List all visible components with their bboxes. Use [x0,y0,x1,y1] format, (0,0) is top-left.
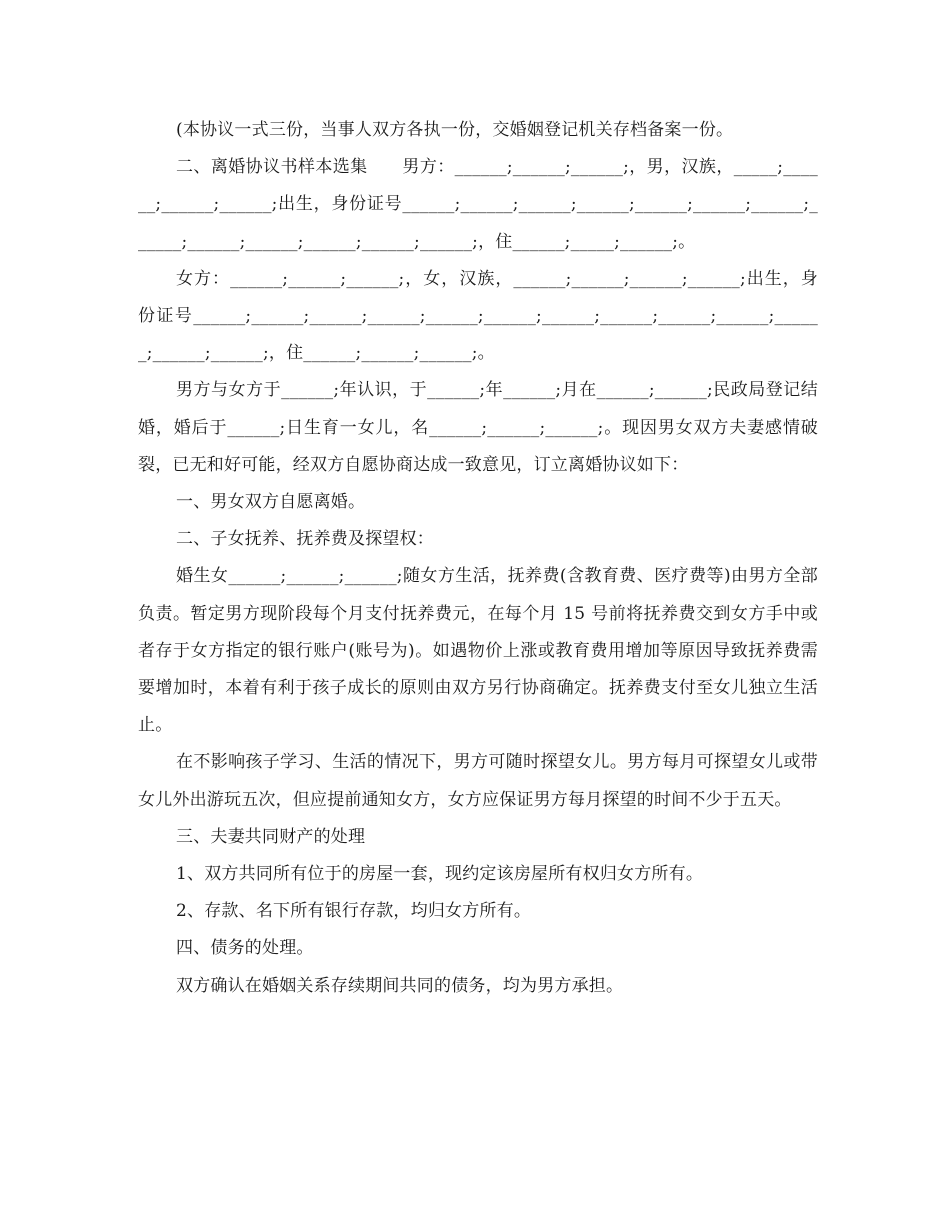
wife-info: 女方：______;______;______;，女，汉族，______;______;______;______;出生，身份证号______;______;______;______;______;______;______;______;______;______;______;______;______;，住______;______;______;。 [138,268,818,364]
husband-info: 二、离婚协议书样本选集 男方：______;______;______;，男，汉族，_____;______;______;______;出生，身份证号______;______;______;______;______;______;______;______;______;______;______;______;______;，住______;_____;______;。 [138,157,818,252]
clause-1-divorce: 一、男女双方自愿离婚。 [176,492,366,513]
document-page [138,112,818,1005]
clause-4-heading: 四、债务的处理。 [176,938,314,959]
copies-note: (本协议一式三份，当事人双方各执一份，交婚姻登记机关存档备案一份。 [176,120,734,140]
clause-2-heading: 二、子女抚养、抚养费及探望权： [176,529,434,550]
debt-terms: 双方确认在婚姻关系存续期间共同的债务，均为男方承担。 [176,975,624,996]
child-support-terms: 婚生女______;______;______;随女方生活，抚养费(含教育费、医疗费等)由男方全部负责。暂定男方现阶段每个月支付抚养费元，在每个月 15 号前将抚养费交到女方手中或者存于女方指定的银行账户(账号为)。如遇物价上涨或教育费用增加等原因导致抚养费需要增加时，本着有利于孩子成长的原则由双方另行协商确定。抚养费支付至女儿独立生活止。 [138,566,818,736]
property-deposits: 2、存款、名下所有银行存款，均归女方所有。 [176,901,532,922]
property-house: 1、双方共同所有位于的房屋一套，现约定该房屋所有权归女方所有。 [176,864,704,885]
clause-3-heading: 三、夫妻共同财产的处理 [176,826,366,847]
visitation-terms: 在不影响孩子学习、生活的情况下，男方可随时探望女儿。男方每月可探望女儿或带女儿外出游玩五次，但应提前通知女方，女方应保证男方每月探望的时间不少于五天。 [138,752,818,810]
marriage-background: 男方与女方于______;年认识，于______;年______;月在______;______;民政局登记结婚，婚后于______;日生育一女儿，名______;______;______;。现因男女双方夫妻感情破裂，已无和好可能，经双方自愿协商达成一致意见，订立离婚协议如下： [138,380,818,475]
